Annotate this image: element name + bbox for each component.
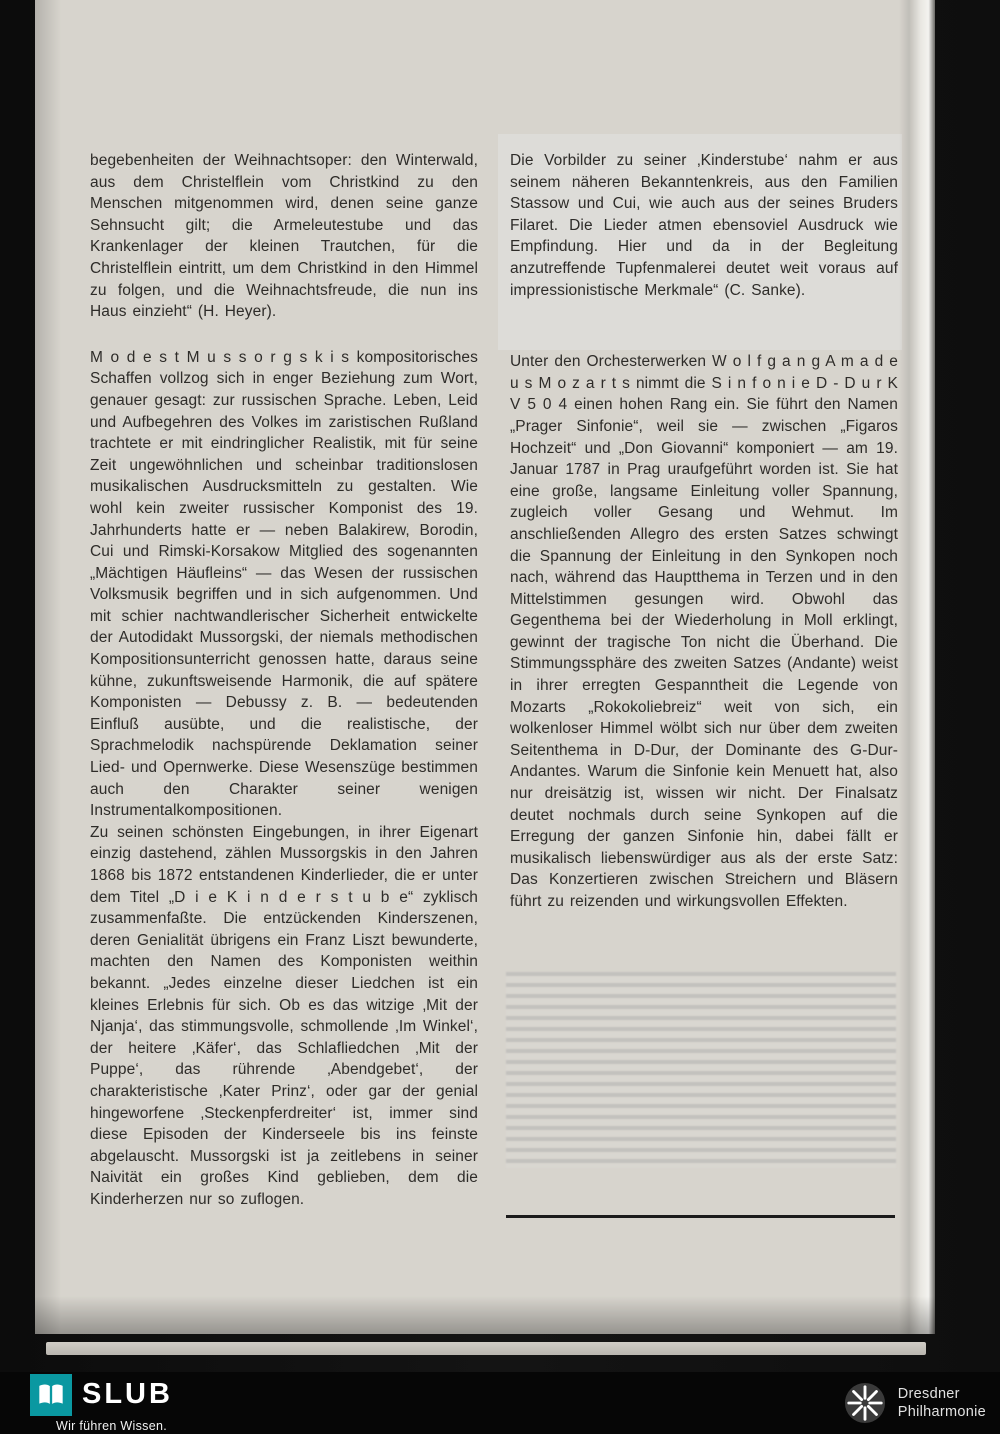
philharmonie-logo xyxy=(844,1382,986,1424)
slub-logo xyxy=(30,1374,173,1433)
philharmonie-line1: Dresdner xyxy=(897,1386,960,1402)
paragraph-kinderstube: Zu seinen schönsten Eingebungen, in ihrer Eigenart einzig dastehend, zählen Mussorgskis in den Jahren 1868 bis 1872 entstandenen Kinderlieder, die er unter dem Titel „D i e K i n d e r s t u b e“ zyklisch zusammenfaßte. Die entzückenden Kinderszenen, deren Genialität übrigens ein Franz Liszt bewunderte, machten den Namen des Komponisten weithin bekannt. „Jedes einzelne dieser Liedchen ist ein kleines Erlebnis für sich. Ob es das witzige ‚Mit der Njanja‘, das stimmungsvolle, schmollende ‚Im Winkel‘, der heitere ‚Käfer‘, das Schlafliedchen ‚Mit der Puppe‘, das rührende ‚Abendgebet‘, der charakteristische ‚Kater Prinz‘, oder gar der genial hingeworfene ‚Steckenpferdreiter‘ ist, immer sind diese Episoden der Kinderseele bis ins feinste abgelauscht. Mussorgski ist ja zeitlebens in seiner Naivität ein großes Kind geblieben, dem die Kinderherzen nur so zuflogen. xyxy=(90,823,478,1208)
philharmonie-wordmark xyxy=(898,1385,986,1421)
right-text-column xyxy=(510,150,898,913)
slub-tagline: Wir führen Wissen. xyxy=(56,1418,167,1433)
paragraph-sanke-quote: Die Vorbilder zu seiner ‚Kinderstube‘ nahm er aus seinem näheren Bekanntenkreis, aus den Familien Stassow und Cui, wie auch aus der seines Bruders Filaret. Die Lieder atmen ebensoviel Ausdruck wie Empfindung. Hier und da in der Begleitung anzutreffende Tupfenmalerei deutet weit voraus auf impressionistische Merkmale“ (C. Sanke). xyxy=(510,152,898,299)
paragraph-heyer-quote: begebenheiten der Weihnachtsoper: den Winterwald, aus dem Christelflein vom Christkind zu den Menschen mitgenommen wird, denen seine ganze Sehnsucht gilt; die Armeleutestube und das Krankenlager der kleinen Trautchen, für die Christelflein eintritt, um dem Christkind in den Himmel zu folgen, und die Weihnachtsfreude, die nun ins Haus einzieht“ (H. Heyer). xyxy=(90,152,478,321)
paragraph-mussorgski: M o d e s t M u s s o r g s k i s kompositorisches Schaffen vollzog sich in enger Beziehung zum Wort, genauer gesagt: zur russischen Sprache. Leben, Leid und Aufbegehren des Volkes im zaristischen Rußland trachtete er mit eindringlicher Realistik, mit für seine Zeit ungewöhnlichen und scheinbar traditionslosen musikalischen Ausdrucksmitteln zu gestalten. Wie wohl kein zweiter russischer Komponist des 19. Jahrhunderts hatte er — neben Balakirew, Borodin, Cui und Rimski-Korsakow Mitglied des sogenannten „Mächtigen Häufleins“ — das Wesen der russischen Volksmusik begriffen und in sich aufgenommen. Und mit schier nachtwandlerischer Sicherheit entwickelte der Autodidakt Mussorgski, der niemals methodischen Kompositionsunterricht genossen hatte, daraus seine kühne, zukunftsweisende Harmonik, die auf spätere Komponisten — Debussy z. B. — bedeutenden Einfluß ausübte, und die realistische, der Sprachmelodik nachspürende Deklamation seiner Lied- und Opernwerke. Diese Wesenszüge bestimmen auch den Charakter seiner wenigen Instrumentalkompositionen. xyxy=(90,348,478,820)
left-text-column xyxy=(90,150,478,1211)
philharmonie-line2: Philharmonie xyxy=(897,1404,986,1420)
footer-watermark-bar xyxy=(0,1372,1000,1434)
paragraph-mozart-sinfonie: Unter den Orchesterwerken W o l f g a n g A m a d e u s M o z a r t s nimmt die S i n f o n i e D - D u r K V 5 0 4 einen hohen Rang ein. Sie führt den Namen „Prager Sinfonie“, weil sie — zwischen „Figaros Hochzeit“ und „Don Giovanni“ komponiert — am 19. Januar 1787 in Prag uraufgeführt worden ist. Sie hat eine große, langsame Einleitung voller Spannung, zugleich voller Gesang und Wehmut. Im anschließenden Allegro des ersten Satzes schwingt die Spannung der Einleitung in den Synkopen noch nach, während das Hauptthema in Terzen und in den Mittelstimmen gesungen wird. Obwohl das Gegenthema bei der Wiederholung in Moll erklingt, gewinnt der tragische Ton nicht die Überhand. Die Stimmungssphäre des zweiten Satzes (Andante) weist in ihrer erregten Gespanntheit die Legende von Mozarts „Rokokoliebreiz“ weit von sich, ein wolkenloser Himmel wölbt sich nur über dem zweiten Seitenthema in D-Dur, der Dominante des G-Dur-Andantes. Warum die Sinfonie kein Menuett hat, also nur dreisätzig ist, wissen wir nicht. Der Finalsatz deutet nochmals durch seine Synkopen auf die Erregung der ganzen Sinfonie hin, dabei fällt er musikalisch liebenswürdiger aus als der erste Satz: Das Konzertieren zwischen Streichern und Bläsern führt zu reizenden und wirkungsvollen Effekten. xyxy=(510,353,898,910)
slub-wordmark: SLUB xyxy=(82,1378,173,1410)
page-bleedthrough-text xyxy=(506,972,896,1168)
next-page-edge xyxy=(46,1342,926,1355)
philharmonie-emblem-icon xyxy=(844,1382,886,1424)
slub-book-icon xyxy=(30,1374,72,1416)
divider-rule xyxy=(506,1215,895,1218)
document-page xyxy=(35,0,935,1334)
